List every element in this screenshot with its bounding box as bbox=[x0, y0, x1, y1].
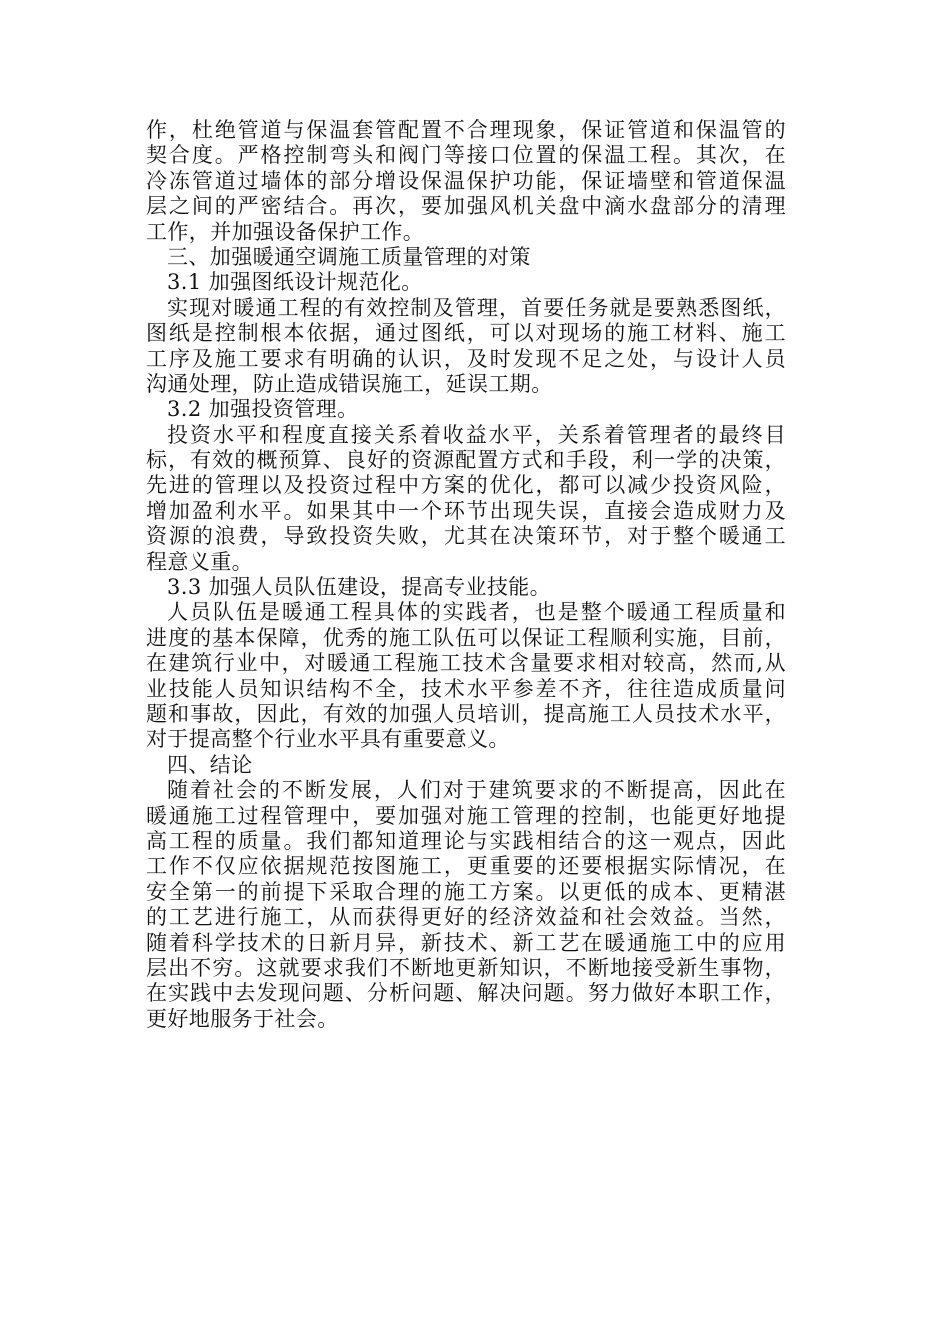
text-line: 契合度。严格控制弯头和阀门等接口位置的保温工程。其次，在 bbox=[146, 143, 786, 168]
text-line: 投资水平和程度直接关系着收益水平，关系着管理者的最终目 bbox=[167, 422, 786, 447]
text-line: 冷冻管道过墙体的部分增设保温保护功能，保证墙壁和管道保温 bbox=[146, 168, 786, 193]
text-line: 安全第一的前提下采取合理的施工方案。以更低的成本、更精湛 bbox=[146, 879, 786, 904]
text-line: 题和事故，因此，有效的加强人员培训，提高施工人员技术水平， bbox=[146, 701, 786, 726]
text-line: 随着社会的不断发展，人们对于建筑要求的不断提高，因此在 bbox=[167, 778, 786, 803]
text-line: 程意义重。 bbox=[146, 549, 253, 574]
document-body bbox=[146, 118, 786, 1032]
text-line: 进度的基本保障，优秀的施工队伍可以保证工程顺利实施，目前， bbox=[146, 625, 786, 650]
text-line: 暖通施工过程管理中，要加强对施工管理的控制，也能更好地提 bbox=[146, 803, 786, 828]
text-line: 层出不穷。这就要求我们不断地更新知识，不断地接受新生事物， bbox=[146, 955, 786, 980]
text-line: 图纸是控制根本依据，通过图纸，可以对现场的施工材料、施工 bbox=[146, 321, 786, 346]
text-line: 的工艺进行施工，从而获得更好的经济效益和社会效益。当然， bbox=[146, 905, 786, 930]
text-line: 3.1 加强图纸设计规范化。 bbox=[167, 270, 423, 295]
text-line: 标，有效的概预算、良好的资源配置方式和手段，利一学的决策， bbox=[146, 448, 786, 473]
text-line: 三、加强暖通空调施工质量管理的对策 bbox=[167, 244, 531, 269]
text-line: 3.3 加强人员队伍建设，提高专业技能。 bbox=[167, 575, 552, 600]
text-line: 实现对暖通工程的有效控制及管理，首要任务就是要熟悉图纸， bbox=[167, 295, 786, 320]
text-line: 人员队伍是暖通工程具体的实践者，也是整个暖通工程质量和 bbox=[167, 600, 786, 625]
text-line: 3.2 加强投资管理。 bbox=[167, 397, 359, 422]
text-line: 沟通处理，防止造成错误施工，延误工期。 bbox=[146, 371, 553, 396]
text-line: 工序及施工要求有明确的认识，及时发现不足之处，与设计人员 bbox=[146, 346, 786, 371]
text-line: 对于提高整个行业水平具有重要意义。 bbox=[146, 727, 510, 752]
text-line: 资源的浪费，导致投资失败，尤其在决策环节，对于整个暖通工 bbox=[146, 524, 786, 549]
text-line: 工作，并加强设备保护工作。 bbox=[146, 219, 425, 244]
text-line: 先进的管理以及投资过程中方案的优化，都可以减少投资风险， bbox=[146, 473, 786, 498]
text-line: 在建筑行业中，对暖通工程施工技术含量要求相对较高，然而,从 bbox=[146, 651, 786, 676]
text-line: 业技能人员知识结构不全，技术水平参差不齐，往往造成质量问 bbox=[146, 676, 786, 701]
text-line: 工作不仅应依据规范按图施工，更重要的还要根据实际情况，在 bbox=[146, 854, 786, 879]
text-line: 在实践中去发现问题、分析问题、解决问题。努力做好本职工作， bbox=[146, 981, 786, 1006]
text-line: 高工程的质量。我们都知道理论与实践相结合的这一观点，因此 bbox=[146, 828, 786, 853]
text-line: 四、结论 bbox=[167, 752, 253, 777]
text-line: 增加盈利水平。如果其中一个环节出现失误，直接会造成财力及 bbox=[146, 498, 786, 523]
text-line: 层之间的严密结合。再次，要加强风机关盘中滴水盘部分的清理 bbox=[146, 194, 786, 219]
text-line: 随着科学技术的日新月异，新技术、新工艺在暖通施工中的应用 bbox=[146, 930, 786, 955]
text-line: 作，杜绝管道与保温套管配置不合理现象，保证管道和保温管的 bbox=[146, 118, 786, 142]
text-line: 更好地服务于社会。 bbox=[146, 1006, 339, 1031]
